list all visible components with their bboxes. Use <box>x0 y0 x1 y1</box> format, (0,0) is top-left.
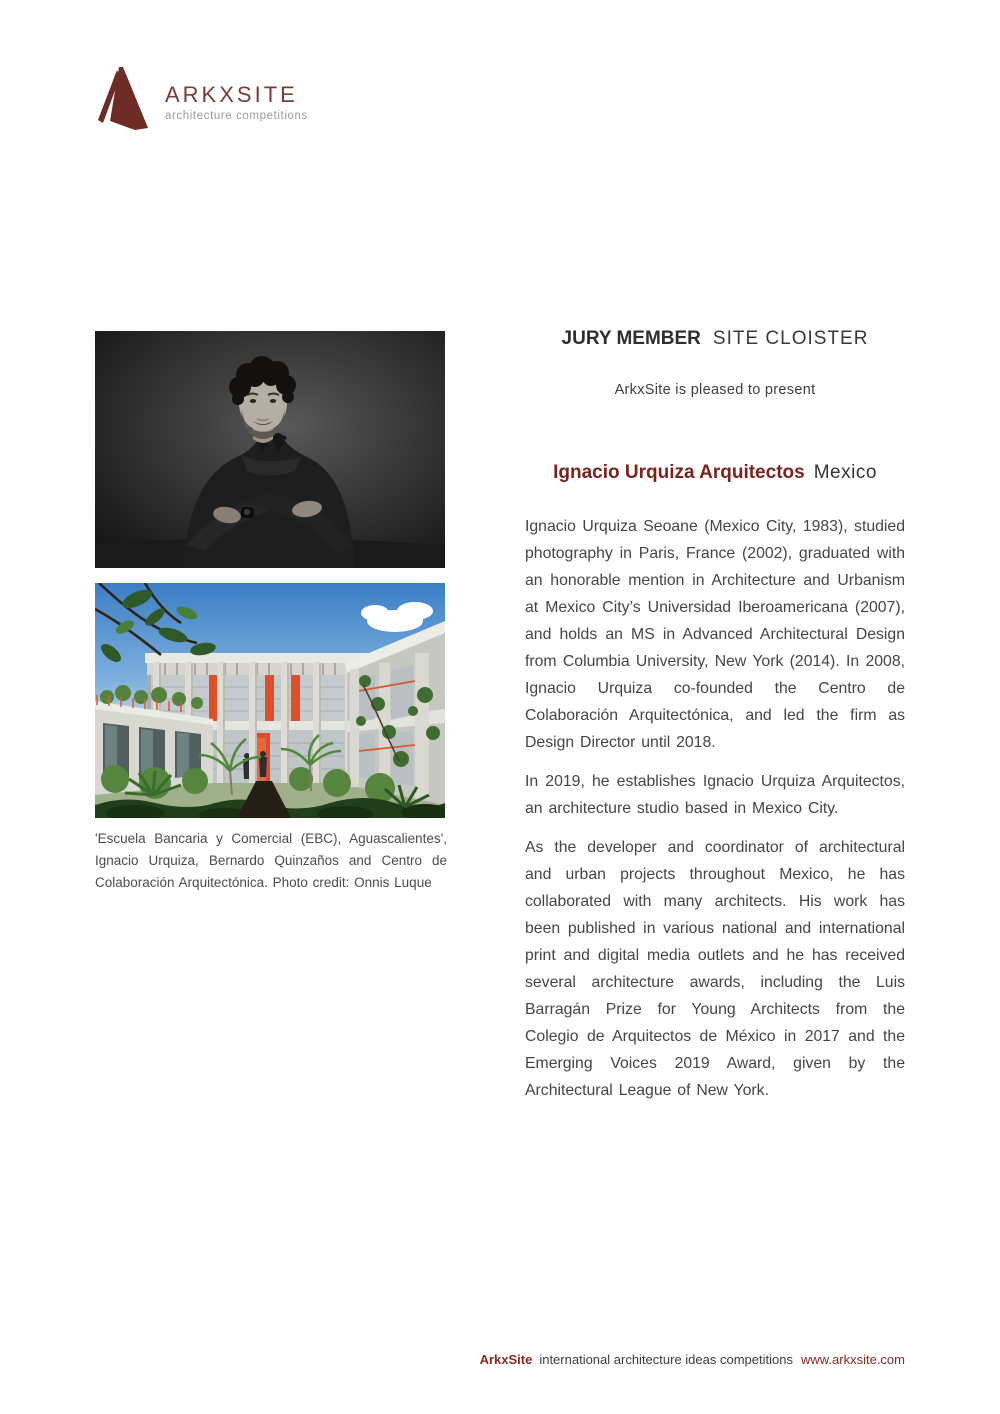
arkxsite-logo-mark-icon <box>95 66 152 136</box>
jury-name-line <box>525 462 905 484</box>
title-site-cloister: SITE CLOISTER <box>712 328 869 349</box>
portrait-photo <box>95 331 445 568</box>
bio-paragraph-3: As the developer and coordinator of architectural and urban projects throughout Mexico, he has collaborated with many architects. His work has been published in various national and international print and digital media outlets and he has received several architecture awards, including the Luis Barragán Prize for Young Architects from the Colegio de Arquitectos de México in 2017 and the Emerging Voices 2019 Award, given by the Architectural League of New York. <box>525 839 905 1099</box>
jury-name: Ignacio Urquiza Arquitectos <box>553 462 805 483</box>
bio-paragraph-2: In 2019, he establishes Ignacio Urquiza Arquitectos, an architecture studio based in Mexico City. <box>525 773 905 817</box>
footer-brand: ArkxSite <box>479 1352 533 1367</box>
arkxsite-logo <box>95 66 308 136</box>
page-title <box>525 328 905 350</box>
footer-url-link[interactable]: www.arkxsite.com <box>800 1352 905 1367</box>
brand-tagline: architecture competitions <box>165 110 308 122</box>
jury-country: Mexico <box>813 462 877 483</box>
logo-text-block <box>165 84 308 123</box>
footer <box>480 1352 905 1367</box>
footer-text: international architecture ideas competitions <box>539 1352 793 1367</box>
brand-name: ARKXSITE <box>165 82 298 107</box>
bio-text <box>525 513 905 1116</box>
title-jury-member: JURY MEMBER <box>561 328 701 349</box>
project-photo <box>95 583 445 818</box>
photo-caption: 'Escuela Bancaria y Comercial (EBC), Aguascalientes', Ignacio Urquiza, Bernardo Quinzaños and Centro de Colaboración Arquitectónica. Photo credit: Onnis Luque <box>95 831 447 890</box>
intro-text: ArkxSite is pleased to present <box>614 382 816 398</box>
bio-paragraph-1: Ignacio Urquiza Seoane (Mexico City, 1983), studied photography in Paris, France (2002), graduated with an honorable mention in Architecture and Urbanism at Mexico City’s Universidad Iberoamericana (2007), and holds an MS in Advanced Architectural Design from Columbia University, New York (2014). In 2008, Ignacio Urquiza co-founded the Centro de Colaboración Arquitectónica, and led the firm as Design Director until 2018. <box>525 518 905 751</box>
